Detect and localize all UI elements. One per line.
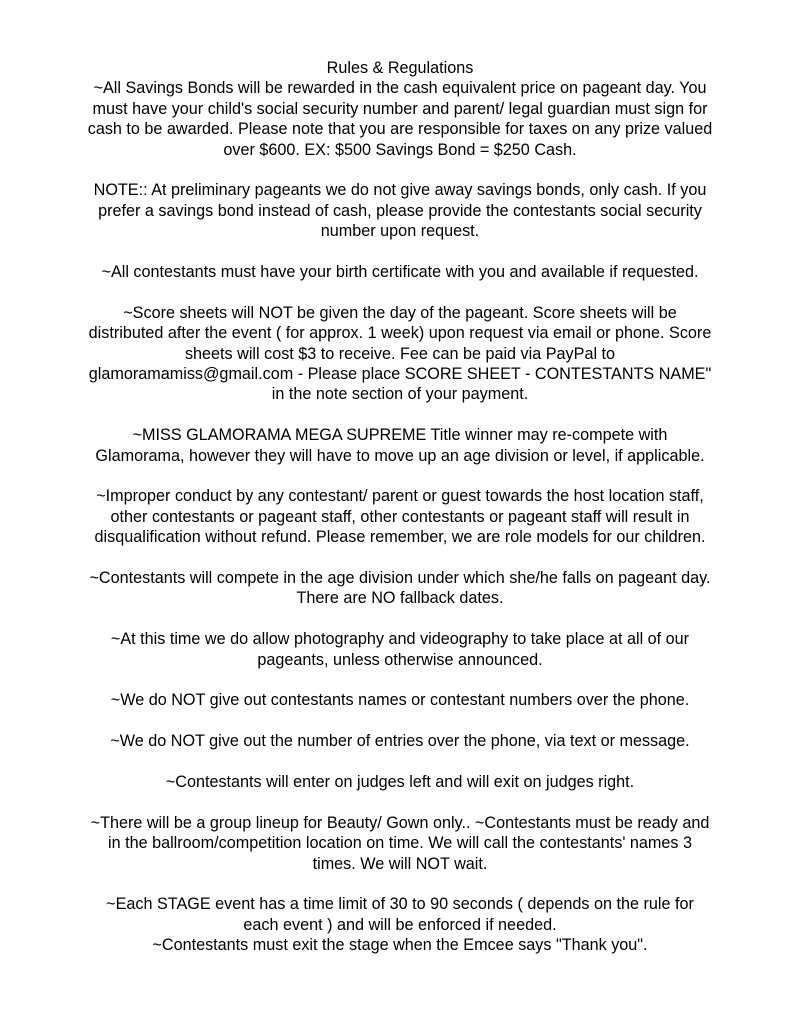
rule-age-division: ~Contestants will compete in the age division under which she/he falls on pageant day. There are NO fallback dates. xyxy=(89,569,711,608)
paragraph-spacer xyxy=(0,242,800,262)
rule-stage-time-limit: ~Each STAGE event has a time limit of 30 to 90 seconds ( depends on the rule for each event ) and will be enforced if needed. ~Contestants must exit the stage when the Emcee says "Thank you". xyxy=(106,895,694,955)
paragraph-spacer xyxy=(0,405,800,425)
rule-improper-conduct: ~Improper conduct by any contestant/ parent or guest towards the host location staff, other contestants or pageant staff, other contestants or pageant staff will result in disqualification without refund. Please remember, we are role models for our children. xyxy=(94,487,706,547)
rule-savings-bonds: ~All Savings Bonds will be rewarded in the cash equivalent price on pageant day. You must have your child's social security number and parent/ legal guardian must sign for cash to be awarded. Please note that you are responsible for taxes on any prize valued over $600. EX: $500 Savings Bond = $250 Cash. xyxy=(87,79,713,159)
page-title: Rules & Regulations xyxy=(326,59,474,77)
rule-enter-exit: ~Contestants will enter on judges left and will exit on judges right. xyxy=(165,773,635,792)
rule-title-winner: ~MISS GLAMORAMA MEGA SUPREME Title winner may re-compete with Glamorama, however they will have to move up an age division or level, if applicable. xyxy=(95,426,705,465)
paragraph-spacer xyxy=(0,160,800,180)
paragraph-spacer xyxy=(0,282,800,302)
rule-contestant-names: ~We do NOT give out contestants names or contestant numbers over the phone. xyxy=(110,691,690,710)
paragraph-spacer xyxy=(0,874,800,894)
paragraph-spacer xyxy=(0,752,800,772)
rule-group-lineup: ~There will be a group lineup for Beauty/ Gown only.. ~Contestants must be ready and in the ballroom/competition location on time. We will call the contestants' names 3 times. We will NOT wait. xyxy=(90,813,710,873)
rule-photography: ~At this time we do allow photography and videography to take place at all of our pageants, unless otherwise announced. xyxy=(110,630,690,669)
paragraph-spacer xyxy=(0,670,800,690)
rule-birth-certificate: ~All contestants must have your birth certificate with you and available if requested. xyxy=(101,263,699,282)
rule-score-sheets: ~Score sheets will NOT be given the day of the pageant. Score sheets will be distributed after the event ( for approx. 1 week) upon request via email or phone. Score sheets will cost $3 to receive. Fee can be paid via PayPal to glamoramamiss@gmail.com - Please place SCORE SHEET - CONTESTANTS NAME" in the note section of your payment. xyxy=(88,303,712,404)
rules-document xyxy=(0,58,800,956)
rule-preliminary-note: NOTE:: At preliminary pageants we do not give away savings bonds, only cash. If you prefer a savings bond instead of cash, please provide the contestants social security number upon request. xyxy=(93,181,707,241)
paragraph-spacer xyxy=(0,792,800,812)
paragraph-spacer xyxy=(0,609,800,629)
paragraph-spacer xyxy=(0,466,800,486)
rule-number-of-entries: ~We do NOT give out the number of entries over the phone, via text or message. xyxy=(110,732,690,751)
paragraph-spacer xyxy=(0,548,800,568)
paragraph-spacer xyxy=(0,711,800,731)
